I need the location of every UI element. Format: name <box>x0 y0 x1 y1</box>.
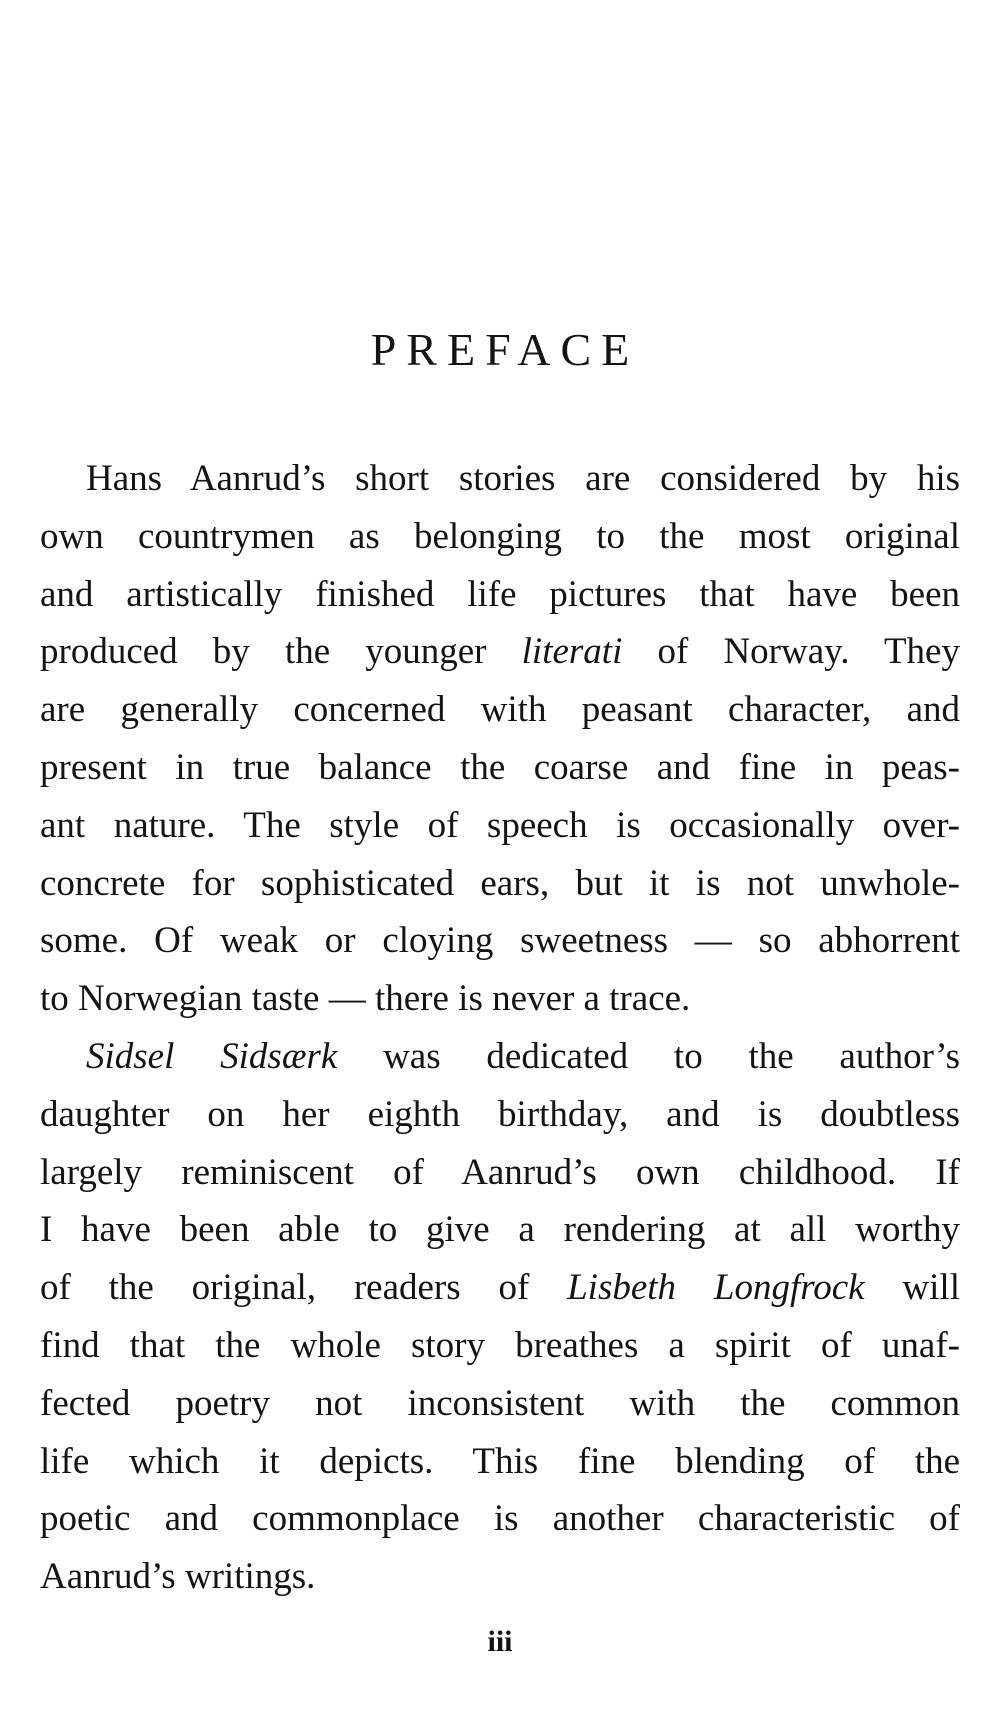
text-segment: are generally concerned with peasant character, and <box>40 689 960 731</box>
text-segment: and artistically finished life pictures that have been <box>40 573 960 615</box>
text-segment: largely reminiscent of Aanrud’s own childhood. If <box>40 1151 960 1193</box>
text-line <box>40 1028 960 1086</box>
text-segment: present in true balance the coarse and fine in peas- <box>40 746 960 788</box>
text-line <box>40 1086 960 1144</box>
text-line <box>40 739 960 797</box>
text-segment: daughter on her eighth birthday, and is doubtless <box>40 1093 960 1135</box>
page-title: PREFACE <box>370 324 640 375</box>
text-segment: life which it depicts. This fine blending of the <box>40 1440 960 1482</box>
italic-title: Sidsel Sidsærk <box>86 1035 338 1077</box>
text-line <box>40 1375 960 1433</box>
text-segment: Hans Aanrud’s short stories are considered by his <box>86 458 960 499</box>
text-line <box>40 508 960 566</box>
paragraph <box>40 450 960 1028</box>
text-segment: find that the whole story breathes a spirit of unaf- <box>40 1324 960 1366</box>
text-line <box>40 566 960 624</box>
text-segment: to Norwegian taste — there is never a trace. <box>40 978 691 1020</box>
text-line <box>40 912 960 970</box>
text-line <box>40 855 960 913</box>
preface-text <box>40 450 960 1606</box>
italic-title: literati <box>521 631 623 673</box>
italic-title: Lisbeth Longfrock <box>567 1267 865 1309</box>
text-segment: own countrymen as belonging to the most original <box>40 515 960 557</box>
text-segment: of Norway. They <box>622 631 960 673</box>
text-line <box>40 450 960 508</box>
text-line <box>40 1490 960 1548</box>
text-line <box>40 1144 960 1202</box>
text-line <box>40 1433 960 1491</box>
text-segment: some. Of weak or cloying sweetness — so abhorrent <box>40 920 960 962</box>
text-line <box>40 1259 960 1317</box>
text-segment: Aanrud’s writings. <box>40 1556 316 1598</box>
text-segment: poetic and commonplace is another characteristic of <box>40 1498 960 1540</box>
text-segment: concrete for sophisticated ears, but it is not unwhole- <box>40 862 960 904</box>
text-segment: I have been able to give a rendering at all worthy <box>40 1209 960 1251</box>
text-segment: of the original, readers of <box>40 1267 568 1309</box>
paragraph <box>40 1028 960 1606</box>
text-segment: ant nature. The style of speech is occasionally over- <box>40 804 960 846</box>
text-segment: will <box>864 1267 960 1309</box>
text-line <box>40 1317 960 1375</box>
text-line <box>40 970 960 1028</box>
text-line <box>40 681 960 739</box>
page-number: iii <box>487 1625 513 1658</box>
text-segment: fected poetry not inconsistent with the common <box>40 1382 960 1424</box>
text-line <box>40 1201 960 1259</box>
text-line <box>40 797 960 855</box>
text-segment: was dedicated to the author’s <box>337 1035 960 1077</box>
text-line <box>40 623 960 681</box>
text-line <box>40 1548 960 1606</box>
text-segment: produced by the younger <box>40 631 522 673</box>
